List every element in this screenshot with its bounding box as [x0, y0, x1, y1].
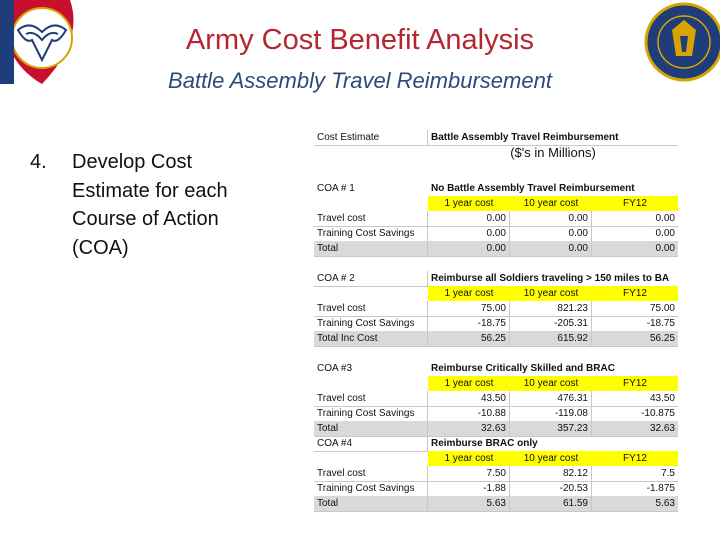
cell-value: 0.00 — [428, 226, 510, 241]
row-label: Training Cost Savings — [314, 226, 428, 241]
cell-value: 0.00 — [510, 241, 592, 256]
cell-value: 7.5 — [661, 468, 675, 479]
col-header-fy12: FY12 — [592, 196, 678, 211]
col-header-10yr: 10 year cost — [510, 376, 592, 391]
cell-value: -18.75 — [646, 318, 675, 329]
table-row — [314, 406, 678, 422]
cell-value: 61.59 — [510, 496, 592, 511]
cell-value: -205.31 — [510, 316, 592, 331]
cell-value: -119.08 — [510, 406, 592, 421]
cell-value: 82.12 — [510, 466, 592, 481]
slide-subtitle: Battle Assembly Travel Reimbursement — [168, 68, 552, 93]
table-row — [314, 421, 678, 437]
cell-value: 75.00 — [428, 301, 510, 316]
cell-value: -18.75 — [428, 316, 510, 331]
coa-label: COA #3 — [317, 363, 353, 374]
coa-name: Reimburse BRAC only — [431, 438, 538, 449]
bullet-number: 4. — [30, 151, 47, 173]
coa-label: COA #4 — [314, 436, 428, 451]
sheet-header-right: Battle Assembly Travel Reimbursement — [431, 132, 619, 143]
cell-value: 0.00 — [428, 211, 510, 226]
row-label: Training Cost Savings — [314, 481, 428, 496]
cell-value: 615.92 — [510, 331, 592, 346]
cell-value: 0.00 — [655, 243, 675, 254]
row-label: Training Cost Savings — [314, 316, 428, 331]
coa-label: COA # 1 — [317, 183, 355, 194]
table-row — [314, 496, 678, 512]
table-row — [314, 466, 678, 482]
table-row — [314, 391, 678, 407]
row-label: Travel cost — [314, 301, 428, 316]
col-header-1yr: 1 year cost — [428, 376, 510, 391]
col-header-fy12: FY12 — [592, 286, 678, 301]
row-label: Training Cost Savings — [314, 406, 428, 421]
table-row — [314, 331, 678, 347]
coa-name: Reimburse Critically Skilled and BRAC — [431, 363, 615, 374]
cell-value: 56.25 — [428, 331, 510, 346]
table-row — [314, 211, 678, 227]
cell-value: -10.88 — [428, 406, 510, 421]
cell-value: 821.23 — [510, 301, 592, 316]
table-row — [314, 241, 678, 257]
cell-value: 0.00 — [510, 211, 592, 226]
col-header-10yr: 10 year cost — [510, 451, 592, 466]
coa-title-row — [314, 271, 678, 287]
cell-value: 7.50 — [428, 466, 510, 481]
cell-value: 0.00 — [428, 241, 510, 256]
col-header-fy12: FY12 — [592, 376, 678, 391]
table-row — [314, 226, 678, 242]
table-row — [314, 301, 678, 317]
row-label: Travel cost — [314, 211, 428, 226]
row-label: Total Inc Cost — [314, 331, 428, 346]
slide-title: Army Cost Benefit Analysis — [185, 24, 535, 56]
col-header-row — [314, 376, 678, 391]
coa-name: Reimburse all Soldiers traveling > 150 miles to BA — [431, 273, 670, 284]
row-label: Travel cost — [314, 466, 428, 481]
cell-value: 5.63 — [428, 496, 510, 511]
col-header-row — [314, 286, 678, 301]
cell-value: 0.00 — [655, 213, 675, 224]
sheet-header-left: Cost Estimate — [314, 130, 428, 145]
col-header-1yr: 1 year cost — [428, 451, 510, 466]
coa-label: COA # 2 — [314, 271, 428, 286]
cell-value: 75.00 — [649, 303, 675, 314]
cell-value: -20.53 — [510, 481, 592, 496]
col-header-row — [314, 196, 678, 211]
coa-title-row — [314, 181, 678, 196]
col-header-row — [314, 451, 678, 466]
bullet-text: Develop Cost Estimate for each Course of Action (COA) — [72, 151, 228, 259]
sheet-header-row — [314, 130, 678, 146]
col-header-1yr: 1 year cost — [428, 286, 510, 301]
coa-title-row — [314, 436, 678, 452]
cell-value: 43.50 — [428, 391, 510, 406]
table-row — [314, 316, 678, 332]
cell-value: -10.875 — [641, 408, 675, 419]
cell-value: 32.63 — [428, 421, 510, 436]
cell-value: 32.63 — [649, 423, 675, 434]
cell-value: -1.875 — [646, 483, 675, 494]
table-row — [314, 481, 678, 497]
cell-value: 43.50 — [649, 393, 675, 404]
cell-value: 5.63 — [655, 498, 675, 509]
row-label: Total — [314, 496, 428, 511]
cell-value: 56.25 — [649, 333, 675, 344]
row-label: Total — [314, 241, 428, 256]
cell-value: 476.31 — [510, 391, 592, 406]
row-label: Travel cost — [314, 391, 428, 406]
col-header-fy12: FY12 — [592, 451, 678, 466]
col-header-1yr: 1 year cost — [428, 196, 510, 211]
row-label: Total — [314, 421, 428, 436]
cost-estimate-spreadsheet — [314, 129, 678, 511]
coa-name: No Battle Assembly Travel Reimbursement — [431, 183, 635, 194]
cell-value: 0.00 — [655, 228, 675, 239]
army-reserve-seal-logo — [636, 0, 720, 88]
col-header-10yr: 10 year cost — [510, 286, 592, 301]
col-header-10yr: 10 year cost — [510, 196, 592, 211]
cell-value: 357.23 — [510, 421, 592, 436]
sheet-units: ($'s in Millions) — [510, 145, 596, 160]
cell-value: 0.00 — [510, 226, 592, 241]
coa-title-row — [314, 361, 678, 376]
cell-value: -1.88 — [428, 481, 510, 496]
